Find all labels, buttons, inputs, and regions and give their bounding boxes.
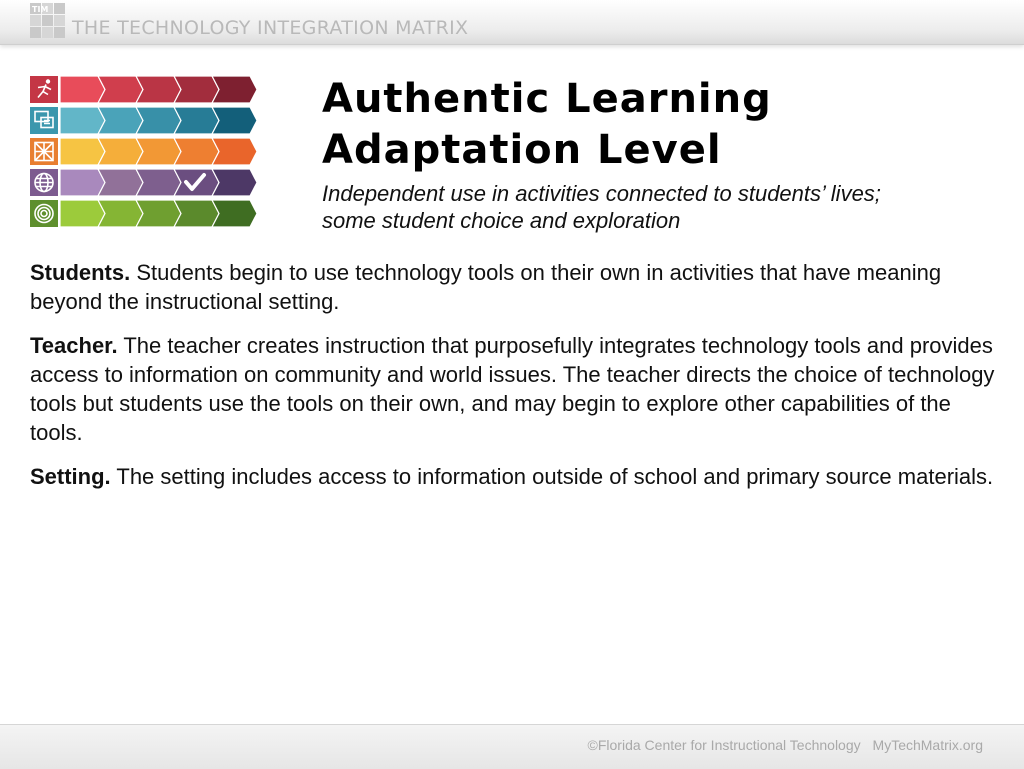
teacher-text: The teacher creates instruction that purposefully integrates technology tools and provides access to information on community and world issues. The teacher directs the choice of technology tools but students use the tools on their own, and may begin to explore other capabilities of the tools. [30,333,995,445]
matrix-cell [174,76,219,103]
matrix-cell [136,138,181,165]
level-description [322,180,1012,234]
setting-label: Setting. [30,464,111,489]
matrix-cell [136,76,181,103]
setting-paragraph [30,462,1005,491]
tim-matrix-graphic [30,76,258,230]
page-title [322,74,1002,176]
scaffold-icon [35,143,53,161]
footer-bar [0,724,1024,769]
header-bar [0,0,1024,45]
matrix-cell [136,107,181,134]
subtitle-line-2: some student choice and exploration [322,208,681,233]
students-text: Students begin to use technology tools on their own in activities that have meaning beyond the instructional setting. [30,260,942,314]
footer-credits [588,737,983,753]
matrix-cell [212,200,257,227]
matrix-cell [174,138,219,165]
matrix-row [30,200,257,227]
matrix-cell [98,169,143,196]
subtitle-line-1: Independent use in activities connected to students’ lives; [322,181,881,206]
matrix-cell [60,107,105,134]
matrix-cell [212,138,257,165]
title-line-2: Adaptation Level [322,127,722,173]
matrix-cell [98,76,143,103]
teacher-label: Teacher. [30,333,118,358]
matrix-cell [174,200,219,227]
matrix-cell [60,76,105,103]
matrix-row [30,76,257,103]
matrix-cell [174,107,219,134]
matrix-cell [98,138,143,165]
matrix-cell [60,169,105,196]
setting-text: The setting includes access to information outside of school and primary source materials. [110,464,994,489]
matrix-cell [98,107,143,134]
matrix-cell [212,169,257,196]
header-title: THE TECHNOLOGY INTEGRATION MATRIX [72,17,469,39]
students-paragraph [30,258,1005,316]
footer-copyright: ©Florida Center for Instructional Technology [587,737,861,753]
matrix-cell [136,169,181,196]
svg-text:TIM: TIM [32,5,49,14]
teacher-paragraph [30,331,1005,447]
matrix-cell [60,200,105,227]
matrix-cell [98,200,143,227]
matrix-row [30,169,257,196]
title-line-1: Authentic Learning [322,76,772,122]
tim-logo-icon [30,3,66,39]
footer-site-link[interactable]: MyTechMatrix.org [872,737,983,753]
matrix-cell [212,107,257,134]
matrix-cell [60,138,105,165]
matrix-cell [136,200,181,227]
matrix-cell [212,76,257,103]
students-label: Students. [30,260,131,285]
level-details [30,258,1005,506]
matrix-row [30,138,257,165]
matrix-row [30,107,257,134]
